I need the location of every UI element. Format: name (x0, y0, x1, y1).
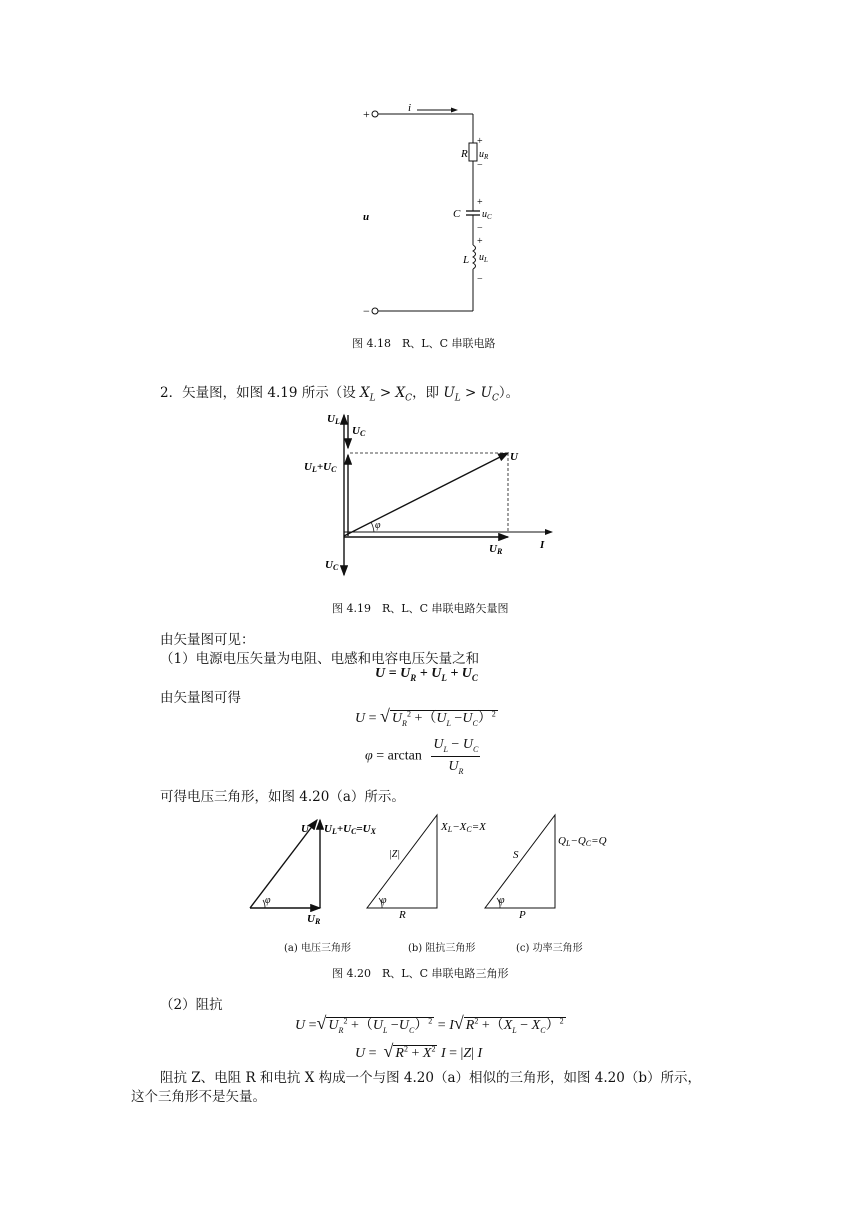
source-voltage-label: u (363, 211, 370, 223)
svg-text:−: − (477, 160, 483, 171)
phasor-diagram (300, 400, 570, 585)
tri-c-Q-label: QL−QC=Q (558, 835, 607, 848)
uC-label: $u_C$ (482, 209, 492, 221)
terminal-plus: + (363, 107, 370, 121)
figure-4-19-caption: 图 4.19 R、L、C 串联电路矢量图 (332, 602, 509, 615)
equation-magnitude: U = √ $U_R^2 +(U_L -U_C)^2$ (355, 706, 496, 728)
svg-text:+: + (477, 197, 483, 208)
resistor (469, 143, 477, 161)
tri-a-phi-label: φ (265, 895, 271, 906)
figure-4-20-caption: 图 4.20 R、L、C 串联电路三角形 (332, 967, 509, 980)
UL-label: UL (327, 413, 340, 426)
phi-label: φ (375, 520, 381, 531)
sub-caption-b: (b) 阻抗三角形 (408, 943, 476, 954)
tri-a-top-label: UL+UC=UX (324, 823, 376, 836)
paragraph-1: 由矢量图可见： (160, 632, 255, 648)
capacitor-label: C (453, 208, 461, 220)
current-label: i (408, 102, 412, 114)
paragraph-6: 阻抗 Z、电阻 R 和电抗 X 构成一个与图 4.20（a）相似的三角形，如图 4.20（b）所示， (160, 1070, 702, 1086)
equation-impedance-2: U = √ $R^2 + X^2$ I = |Z| I (355, 1041, 483, 1061)
uL-label: $u_L$ (479, 252, 488, 264)
UC-bottom-label: UC (325, 559, 339, 572)
paragraph-5: （2）阻抗 (160, 997, 223, 1013)
resistor-label: R (461, 148, 468, 160)
tri-c-P-label: P (519, 909, 526, 921)
equation-impedance-1: U =√ $U_R^2 +(U_L -U_C)^2 = I√$ $R^2 +(X_L - X_C)^2$ (295, 1013, 564, 1035)
tri-a-U-label: U (301, 823, 309, 835)
terminal-minus: − (363, 304, 370, 318)
UC-top-label: UC (352, 425, 366, 438)
paragraph-3: 由矢量图可得 (160, 690, 241, 706)
figure-4-18-caption: 图 4.18 R、L、C 串联电路 (352, 337, 496, 350)
inductor-label: L (463, 254, 470, 266)
tri-a-UR-label: UR (307, 913, 321, 925)
I-label: I (540, 539, 545, 551)
tri-b-phi-label: φ (381, 895, 387, 906)
tri-b-Z-label: |Z| (389, 849, 401, 860)
section-2-heading: 2．矢量图，如图 4.19 所示（设 $X_L > X_C$，即 $U_L > U_C$）。 (160, 385, 520, 404)
paragraph-7: 这个三角形不是矢量。 (131, 1089, 266, 1105)
inductor (473, 245, 476, 269)
tri-b-X-label: XL−XC=X (441, 821, 486, 834)
sub-caption-c: (c) 功率三角形 (516, 943, 583, 954)
svg-text:+: + (477, 236, 483, 247)
equation-phase: φ = arctan $\frac{U_L - U_C}{U_R}$ (365, 737, 479, 776)
UR-label: UR (489, 543, 503, 556)
equation-sum: $U = U_R + U_L + U_C$ (375, 666, 478, 683)
tri-c-phi-label: φ (499, 895, 505, 906)
UL-plus-UC-label: UL+UC (304, 461, 337, 474)
svg-text:+: + (477, 136, 483, 147)
svg-text:−: − (477, 274, 483, 285)
paragraph-2: （1）电源电压矢量为电阻、电感和电容电压矢量之和 (160, 651, 480, 667)
triangle-figures (245, 810, 625, 925)
U-label: U (510, 451, 518, 463)
paragraph-4: 可得电压三角形，如图 4.20（a）所示。 (160, 789, 405, 805)
sub-caption-a: (a) 电压三角形 (284, 943, 351, 954)
tri-b-R-label: R (399, 909, 406, 921)
svg-text:−: − (477, 223, 483, 234)
tri-c-S-label: S (513, 849, 519, 861)
circuit-diagram (355, 95, 505, 320)
uR-label: $u_R$ (479, 149, 489, 161)
